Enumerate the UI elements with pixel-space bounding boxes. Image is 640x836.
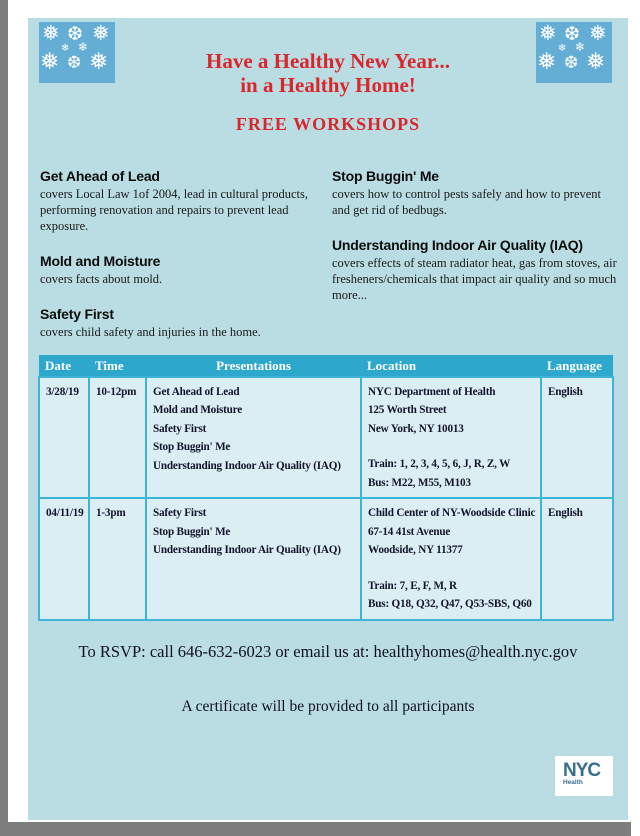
viewer-left-border — [0, 0, 8, 836]
snowflake-icon: ❅ — [537, 49, 557, 75]
language-cell: English — [541, 377, 613, 498]
table-header-date: Date — [39, 355, 89, 377]
table-row — [39, 498, 613, 620]
transit-line: Bus: Q18, Q32, Q47, Q53-SBS, Q60 — [368, 598, 532, 611]
free-workshops-heading: FREE WORKSHOPS — [235, 114, 421, 134]
presentation-item: Safety First — [153, 507, 207, 520]
workshop-title: Stop Buggin' Me — [332, 168, 439, 184]
location-line: 67-14 41st Avenue — [368, 525, 451, 538]
location-line: Child Center of NY-Woodside Clinic — [368, 507, 536, 520]
snowflake-icon: ❅ — [539, 22, 557, 45]
certificate-line: A certificate will be provided to all participants — [181, 698, 475, 715]
snowflake-icon: ❅ — [40, 49, 60, 75]
spacer — [368, 438, 534, 455]
snowflake-icon: ❄ — [558, 43, 567, 54]
transit-line: Train: 7, E, F, M, R — [368, 579, 457, 592]
table-header-row — [39, 355, 613, 377]
workshop-description: covers how to control pests safely and how to prevent and get rid of bedbugs. — [332, 187, 602, 217]
snowflake-icon: ❅ — [589, 22, 607, 45]
snowflake-icon: ❅ — [92, 22, 110, 45]
workshop-description: covers effects of steam radiator heat, gas from stoves, air fresheners/chemicals that impact air quality and so much more... — [332, 256, 617, 302]
date-cell: 3/28/19 — [39, 377, 89, 498]
presentation-item: Understanding Indoor Air Quality (IAQ) — [153, 459, 341, 472]
presentation-item: Stop Buggin' Me — [153, 441, 231, 454]
presentation-item: Get Ahead of Lead — [153, 386, 240, 398]
location-line: 125 Worth Street — [368, 404, 447, 417]
location-cell — [361, 498, 541, 620]
snowflake-icon: ❅ — [42, 22, 60, 45]
page-title — [28, 49, 628, 135]
snowflake-icon: ❆ — [67, 53, 82, 73]
snowflake-icon: ❄ — [575, 40, 586, 54]
snowflake-icon: ❆ — [564, 53, 579, 73]
presentation-item: Stop Buggin' Me — [153, 525, 231, 538]
workshops-left-column — [40, 168, 320, 340]
presentations-cell — [146, 377, 361, 498]
snowflake-icon: ❅ — [586, 49, 606, 75]
workshop-title: Mold and Moisture — [40, 253, 161, 269]
logo-health-text: Health — [563, 779, 583, 786]
snowflake-icon: ❄ — [78, 40, 89, 54]
workshop-section-iaq — [332, 237, 620, 303]
language-cell: English — [541, 498, 613, 620]
table-header-time: Time — [89, 355, 146, 377]
presentations-cell — [146, 498, 361, 620]
snowflake-icon: ❅ — [89, 49, 109, 75]
spacer — [368, 560, 534, 577]
transit-line: Train: 1, 2, 3, 4, 5, 6, J, R, Z, W — [368, 458, 511, 471]
workshop-title: Safety First — [40, 306, 114, 322]
snowflake-icon: ❆ — [67, 23, 83, 45]
location-cell — [361, 377, 541, 498]
transit-line: Bus: M22, M55, M103 — [368, 476, 471, 489]
snowflake-icon: ❄ — [61, 43, 70, 54]
workshop-section-mold — [40, 253, 320, 287]
location-line: New York, NY 10013 — [368, 422, 464, 435]
table-header-presentations: Presentations — [146, 355, 361, 377]
workshop-descriptions — [40, 168, 620, 340]
workshop-title: Get Ahead of Lead — [40, 168, 160, 184]
snowflake-icon: ❆ — [564, 23, 580, 45]
flyer — [28, 18, 628, 820]
rsvp-line: To RSVP: call 646-632-6023 or email us at: healthyhomes@health.nyc.gov — [78, 642, 578, 661]
title-line-2: in a Healthy Home! — [240, 73, 416, 97]
location-line: Woodside, NY 11377 — [368, 544, 463, 557]
table-row — [39, 377, 613, 498]
date-cell: 04/11/19 — [39, 498, 89, 620]
location-line: NYC Department of Health — [368, 386, 496, 398]
time-cell: 1-3pm — [89, 498, 146, 620]
logo-nyc-text: NYC — [563, 760, 601, 781]
schedule-table — [38, 355, 614, 621]
workshop-section-safety — [40, 306, 320, 340]
nyc-health-logo — [555, 756, 613, 796]
table-header-language: Language — [541, 355, 613, 377]
time-cell: 10-12pm — [89, 377, 146, 498]
workshop-title: Understanding Indoor Air Quality (IAQ) — [332, 237, 583, 253]
title-line-1: Have a Healthy New Year... — [206, 49, 450, 73]
workshops-right-column — [332, 168, 620, 340]
presentation-item: Mold and Moisture — [153, 404, 243, 417]
presentation-item: Understanding Indoor Air Quality (IAQ) — [153, 544, 341, 557]
workshop-description: covers Local Law 1of 2004, lead in cultural products, performing renovation and repairs to prevent lead exposure. — [40, 187, 308, 233]
workshop-section-lead — [40, 168, 320, 234]
workshop-description: covers facts about mold. — [40, 272, 163, 286]
table-header-location: Location — [361, 355, 541, 377]
workshop-section-pests — [332, 168, 620, 218]
presentation-item: Safety First — [153, 422, 207, 435]
viewer-bottom-border — [0, 822, 631, 836]
workshop-description: covers child safety and injuries in the home. — [40, 325, 261, 339]
